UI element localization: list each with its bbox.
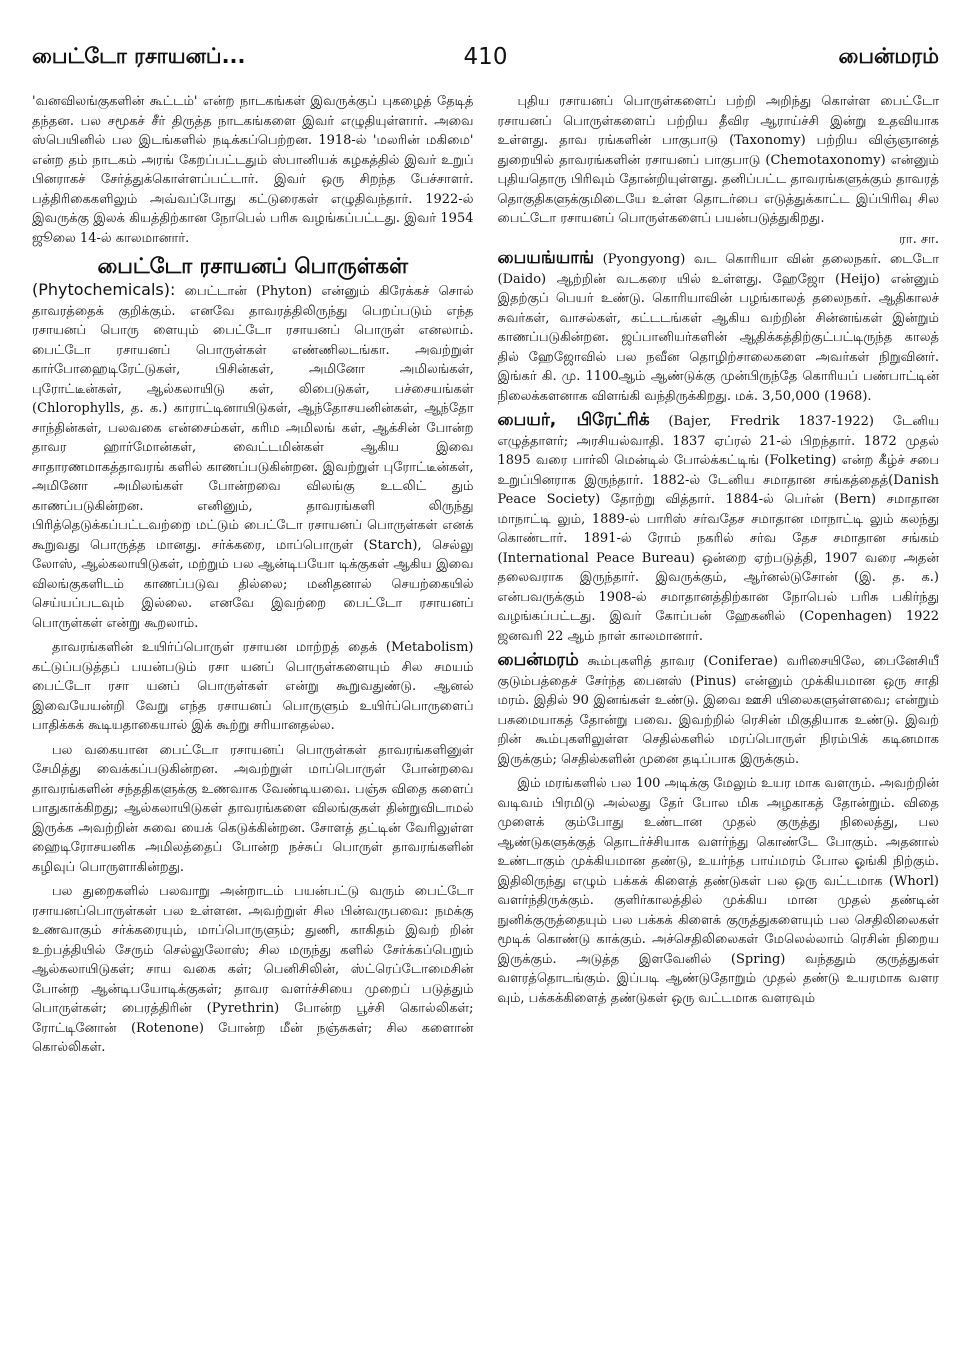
paragraph-chemotaxonomy: புதிய ரசாயனப் பொருள்களைப் பற்றி அறிந்து கொள்ள பைட்டோ ரசாயனப் பொருள்களைப் பற்றிய தீவிர ஆராய்ச்சி இன்று உதவியாக உள்ளது. தாவ ரங்களின் பாகுபாடு (Taxonomy) பற்றிய விஞ்ஞானத் துறையில் தாவரங்களின் ரசாயனப் பாகுபாடு (Chemotaxonomy) என்னும் புதியதொரு பிரிவும் தோன்றியுள்ளது. தனிப்பட்ட தாவரங்களுக்கும் தாவரத் தொகுதிகளுக்குமிடையே உள்ள தொடர்பை எடுத்துக்காட்ட இப்பிரிவு சில பைட்டோ ரசாயனப் பொருள்களைப் பயன்படுத்துகிறது. [497,94,939,226]
page-number: 410 [463,44,508,70]
entry-phytochemicals [32,280,474,633]
entry-latin-title: (Phytochemicals): [32,280,176,299]
entry-headword-pine: பைன்மரம் [497,650,579,670]
paragraph-metabolism: தாவரங்களின் உயிர்ப்பொருள் ரசாயன மாற்றத் தைக் (Metabolism) கட்டுப்படுத்தப் பயன்படும் ரசா யனப் பொருள்களையும் சில சமயம் பைட்டோ ரசா யனப் பொருள்கள் என்று கூறுவதுண்டு. ஆனல் இவையேயன்றி வேறு எந்த ரசாயனப் பொருளும் உயிர்ப்பொருளைப் பாதிக்கக் கூடியதாகையால் இக் கூற்று சரியானதல்ல. [32,640,474,733]
entry-headword-bajer: பையர், பிரேட்ரிக் [497,410,650,430]
entry-body-text: கூம்புகளித் தாவர (Coniferae) வரிசையிலே, பைனேசியீ குடும்பத்தைச் சேர்ந்த பைனஸ் (Pinus) என்னும் முக்கியமான ஒரு சாதி மரம். இதில் 90 இனங்கள் உண்டு. இவை ஊசி யிலைகளுள்ளவை; என்றும் பசுமையாகத் தோன்று பவை. இவற்றில் ரெசின் மிகுதியாக உண்டு. இவற் றின் கூம்புகளிலுள்ள செதில்களில் மரப்பொருள் நிரம்பிக் கடினமாக இருக்கும்; செதில்களின் முனை தடிப்பாக இருக்கும். [497,654,939,767]
entry-body-text: (Bajer, Fredrik 1837-1922) டேனிய எழுத்தாளர்; அரசியல்வாதி. 1837 ஏப்ரல் 21-ல் பிறந்தார். 1872 முதல் 1895 வரை பார்லி மென்டில் போல்க்கட்டிங் (Folketing) என்ற கீழ்ச் சபை உறுப்பினராக இருந்தார். 1882-ல் டேனிய சமாதான சங்கத்தைத்(Danish Peace Society) தோற்று வித்தார். 1884-ல் பெர்ன் (Bern) சமாதான மாநாட்டி லும், 1889-ல் பாரிஸ் சர்வதேச சமாதான மாநாட்டி லும் கலந்து கொண்டார். 1891-ல் ரோம் நகரில் சர்வ தேச சமாதான சங்கம் (International Peace Bureau) ஒன்றை ஏற்படுத்தி, 1907 வரை அதன் தலைவராக இருந்தார். இவருக்கும், ஆர்னல்டுசோன் (இ. த. க.) என்பவருக்கும் 1908-ல் சமாதானத்திற்கான நோபெல் பரிசு பகிர்ந்து வழங்கப்பட்டது. இவர் கோப்பன் ஹேகனில் (Copenhagen) 1922 ஜனவரி 22 ஆம் நாள் காலமானார். [497,414,939,644]
running-head-right: பைன்மரம் [838,44,939,68]
author-signature: ரா. சா. [899,231,939,247]
entry-headword-pyongyang: பையங்யாங் [497,248,595,268]
two-column-body [32,92,939,1321]
paragraph-pine-growth: இம் மரங்களில் பல 100 அடிக்கு மேலும் உயர மாக வளரும். அவற்றின் வடிவம் பிரமிடு அல்லது தேர் போல மிக அழகாகத் தோன்றும். விதை முளைக் கும்போது உண்டான முதல் குருத்து நிலைத்து, பல ஆண்டுகளுக்குத் தொடர்ச்சியாக வளர்ந்து கொண்டே போகும். அதனால் உண்டாகும் முக்கியமான தண்டு, உயர்ந்த பாய்மரம் போல ஓங்கி நிற்கும். இதிலிருந்து எழும் பக்கக் கிளைத் தண்டுகள் பல ஒரு வட்டமாக (Whorl) வளர்ந்திருக்கும். குளிர்காலத்தில் முக்கிய மான முதல் தண்டின் நுனிக்குருத்தையும் பல பக்கக் கிளைக் குருத்துகளையும் பல செதிலிலைகள் மூடிக் கொண்டு காக்கும். அச்செதிலிலைகள் மேலெல்லாம் ரெசின் நிறைய இருக்கும். அடுத்த இளவேனில் (Spring) வந்ததும் குருத்துகள் வளரத்தொடங்கும். இப்படி ஆண்டுதோறும் முதல் தண்டு உயரமாக வளர வும், பக்கக்கிளைத் தண்டுகள் ஒரு வட்டமாக வளரவும் [497,776,939,1006]
left-column [32,92,474,1321]
paragraph-storage: பல வகையான பைட்டோ ரசாயனப் பொருள்கள் தாவரங்களினுள் சேமித்து வைக்கப்படுகின்றன. அவற்றுள் மாப்பொருள் போன்றவை தாவரங்களின் சந்ததிகளுக்கு உணவாக வேண்டியவை. பஞ்சு விதை களைப் பாதுகாக்கிறது; ஆல்கலாயிடுகள் தாவரங்களை விலங்குகள் தின்றுவிடாமல் இருக்க அவற்றின் சுவை யைக் கெடுக்கின்றன. சோளத் தட்டின் வேரிலுள்ள ஹைடிரோசயனிக அமிலத்தைப் போன்ற நச்சுப் பொருள் தாவரங்களின் கழிவுப் பொருளாகின்றது. [32,742,474,875]
entry-body-text: (Pyongyong) வட கொரியா வின் தலைநகர். டைடோ (Daido) ஆற்றின் வடகரை யில் உள்ளது. ஹேஜோ (Heijo) என்னும் இதற்குப் பெயர் உண்டு. கொரியாவின் பழங்காலத் தலைநகர். ஆதிகாலச் சுவர்கள், வாசல்கள், கட்டடங்கள் ஆகிய வற்றின் சின்னங்கள் இன்றும் காணப்படுகின்றன. ஜப்பானியர்களின் ஆதிக்கத்திற்குட்பட்டிருந்த காலத் தில் ஹேஜோவில் பல நவீன தொழிற்சாலைகளை அவர்கள் நிறுவினர். இங்கர் கி. மு. 1100ஆம் ஆண்டுக்கு முன்பிருந்தே கொரியப் பண்பாட்டின் நிலைக்களனாக விளங்கி வந்திருக்கிறது. மக். 3,50,000 (1968). [497,252,939,404]
entry-pyongyang [498,249,940,406]
right-column [498,92,940,1321]
running-head-left: பைட்டோ ரசாயனப்... [32,44,246,68]
paragraph-uses: பல துறைகளில் பலவாறு அன்றாடம் பயன்பட்டு வரும் பைட்டோ ரசாயனப்பொருள்கள் பல உள்ளன. அவற்றுள் சில பின்வருபவை: நமக்கு உணவாகும் சர்க்கரையும், மாப்பொருளும்; துணி, காகிதம் இவற் றின் உற்பத்தியில் சேரும் செல்லுலோஸ்; சில மருந்து களில் சேர்க்கப்பெறும் ஆல்கலாயிடுகள்; சாய வகை கள்; பெனிசிலின், ஸ்ட்ரெப்டோமைசின் போன்ற ஆன்டிபயோடிக்குகள்; தாவர வளர்ச்சியை முறைப் படுத்தும் பொருள்கள்; பைரத்திரின் (Pyrethrin) போன்ற பூச்சி கொல்லிகள்; ரோட்டினோன் (Rotenone) போன்ற மீன் நஞ்சுகள்; சில களைான் கொல்லிகள். [32,884,474,1055]
entry-pine [498,651,940,769]
entry-headword-phytochemicals: பைட்டோ ரசாயனப் பொருள்கள் [97,254,409,278]
continued-paragraph: 'வனவிலங்குகளின் கூட்டம்' என்ற நாடகங்கள் இவருக்குப் புகழைத் தேடித் தந்தன. பல சமூகச் சீர் திருத்த நாடகங்களை இவர் எழுதியுள்ளார். அவை ஸ்பெயினில் பல இடங்களில் நடிக்கப்பெற்றன. 1918-ல் 'மலரின் மகிமை' என்ற தம் நாடகம் அரங் கேறப்பட்டதும் ஸ்பானியக் கழகத்தில் இவர் உறுப் பினராகச் சேர்த்துக்கொள்ளப்பட்டார். இவர் ஒரு சிறந்த பேச்சாளர். பத்திரிகைகளிலும் அவ்வப்போது கட்டுரைகள் எழுதிவந்தார். 1922-ல் இவருக்கு இலக் கியத்திற்கான நோபெல் பரிசு வழங்கப்பட்டது. இவர் 1954 ஜூலை 14-ல் காலமானார். [32,94,474,246]
entry-body-text: பைட்டான் (Phyton) என்னும் கிரேக்கச் சொல் தாவரத்தைக் குறிக்கும். எனவே தாவரத்திலிருந்து பெறப்படும் எந்த ரசாயனப் பொரு ளையும் பைட்டோ ரசாயனப் பொருள் எனலாம். பைட்டோ ரசாயனப் பொருள்கள் எண்ணிலடங்கா. அவற்றுள் கார்போஹைடிரேட்டுகள், பிசின்கள், அமினோ அமிலங்கள், புரோட்டீன்கள், ஆல்கலாயிடு கள், லிபைடுகள், பச்சையங்கள் (Chlorophylls, த. க.) காராட்டினாயிடுகள், ஆந்தோசயனின்கள், ஆந்தோ சாந்தின்கள், பலவகை என்சைம்கள், கரிம அமிலங் கள், ஆக்சின் போன்ற தாவர ஹார்மோன்கள், வைட்டமின்கள் ஆகிய இவை சாதாரணமாகத்தாவரங் களில் காணப்படுகின்றன. இவற்றுள் புரோட்டீன்கள், அமினோ அமிலங்கள் போன்றவை விலங்கு உடலிட் தும் காணப்படுகின்றன. எனினும், தாவரங்களி லிருந்து பிரித்தெடுக்கப்பட்டவற்றை மட்டும் பைட்டோ ரசாயனப் பொருள்கள் எனக் கூறுவது பொருத்த மானது. சர்க்கரை, மாப்பொருள் (Starch), செல்லு லோஸ், ஆல்கலாயிடுகள், மற்றும் பல ஆன்டிபயோ டிக்குகள் ஆகிய இவை விலங்குகளிடம் காணப்படுவ தில்லை; மனிதனால் செயற்கையில் செய்யப்படவும் இல்லை. எனவே இவற்றை பைட்டோ ரசாயனப் பொருள்கள் என்று கூறலாம். [32,284,474,631]
entry-bajer [498,411,940,646]
running-head [32,44,939,78]
